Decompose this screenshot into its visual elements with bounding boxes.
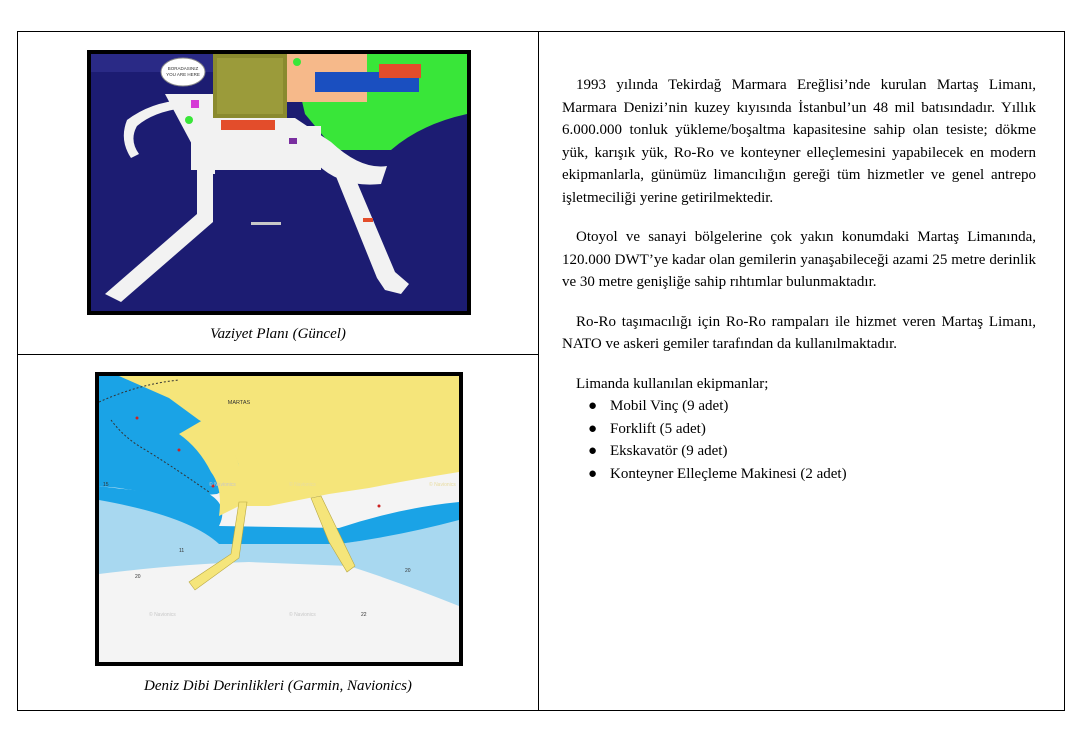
watermark-5: © Navionics xyxy=(289,612,316,618)
depth-label-5: 22 xyxy=(361,612,367,618)
description-column xyxy=(562,74,1036,485)
watermark-4: © Navionics xyxy=(149,612,176,618)
equipment-title: Limanda kullanılan ekipmanlar; xyxy=(576,375,769,392)
watermark-3: © Navionics xyxy=(429,482,456,488)
depth-label-3: 20 xyxy=(135,574,141,580)
sign-text-1: BORADASINIZ xyxy=(167,66,199,71)
place-label: MARTAS xyxy=(227,400,251,406)
document-table xyxy=(17,31,1065,711)
bullet-icon: ● xyxy=(588,443,598,459)
site-plan-figure xyxy=(87,50,471,315)
row-divider xyxy=(18,354,538,355)
list-item: ● Mobil Vinç (9 adet) xyxy=(610,395,1036,418)
bullet-icon: ● xyxy=(588,420,598,437)
watermark-2: © Navionics xyxy=(289,482,316,488)
depth-label-2: 11 xyxy=(179,548,185,554)
bullet-icon: ● xyxy=(588,398,598,414)
list-item: ● Konteyner Elleçleme Makinesi (2 adet) xyxy=(610,463,1036,486)
watermark-1: © Navionics xyxy=(209,482,236,488)
equipment-list xyxy=(562,395,1036,485)
depth-label-4: 20 xyxy=(405,568,411,574)
site-plan-drawing xyxy=(91,54,467,311)
column-divider xyxy=(538,32,539,710)
list-item: ● Forklift (5 adet) xyxy=(610,418,1036,441)
paragraph-berths: Otoyol ve sanayi bölgelerine çok yakın konumdaki Martaş Limanında, 120.000 DWT’ye kadar olan gemilerin yanaşabileceği azami 25 metre derinlik ve 30 metre genişliğe sahip rıhtımlar bulunmaktadır. xyxy=(562,229,1036,290)
depth-chart-caption: Deniz Dibi Derinlikleri (Garmin, Navionics) xyxy=(144,678,412,694)
paragraph-history: 1993 yılında Tekirdağ Marmara Ereğlisi’nde kurulan Martaş Limanı, Marmara Denizi’nin kuzey kıyısında İstanbul’un 48 mil batısındadır. Yıllık 6.000.000 tonluk yükleme/boşaltma kapasitesine sahip olan tesiste; dökme yük, karışık yük, Ro-Ro ve konteyner elleçlemesini yapabilecek en modern ekipmanlarla, günümüz limancılığın gereği tüm hizmetler ve genel antrepo işletmeciliği yerine getirilmektedir. xyxy=(562,77,1036,206)
site-plan-caption: Vaziyet Planı (Güncel) xyxy=(210,326,346,342)
list-item: ● Ekskavatör (9 adet) xyxy=(610,440,1036,463)
depth-chart-drawing xyxy=(99,376,459,662)
depth-chart-figure xyxy=(95,372,463,666)
depth-label-1: 15 xyxy=(103,482,109,488)
bullet-icon: ● xyxy=(588,465,598,482)
paragraph-roro: Ro-Ro taşımacılığı için Ro-Ro rampaları ile hizmet veren Martaş Limanı, NATO ve askeri gemiler tarafından da kullanılmaktadır. xyxy=(562,313,1036,352)
sign-text-2: YOU ARE HERE xyxy=(166,72,200,77)
